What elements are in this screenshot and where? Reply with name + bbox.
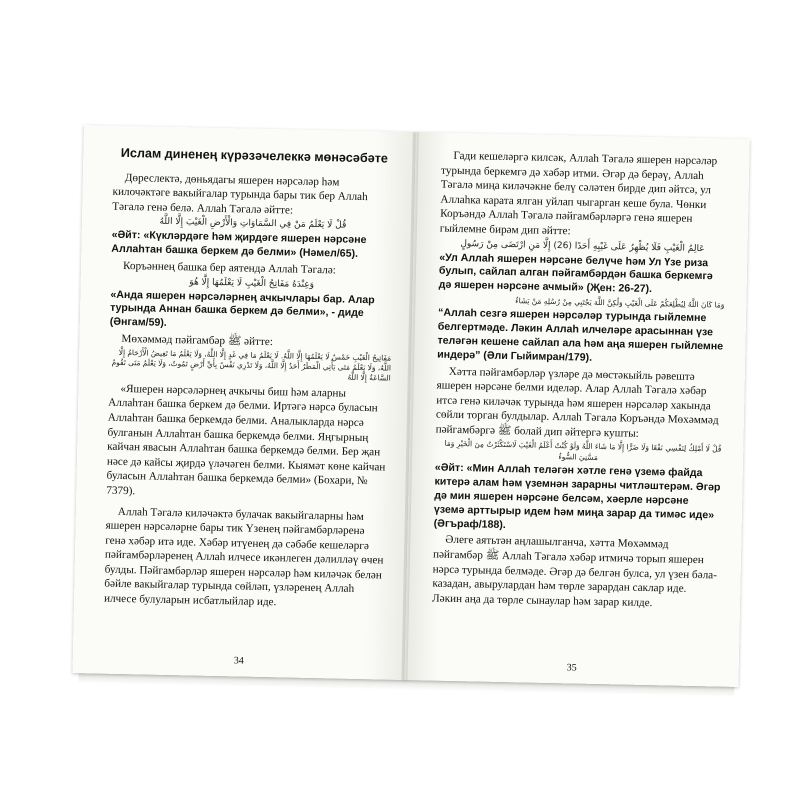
quote: “Аллаһ сезгә яшерен нәрсәләр турында гыйлемне белгертмәде. Ләкин Аллаһ илчеләре арасыннан үзе теләгән кешене сайлап ала һәм аңа яшерен гыйлемне индерә” (Әли Гыйимран/179). xyxy=(437,306,724,364)
arabic-verse: وَعِنْدَهُ مَفَاتِحُ الْغَيْبِ لَا يَعْلَمُهَا إِلَّا هُوَ xyxy=(189,276,315,290)
arabic-verse: قُلْ لَا يَعْلَمُ مَنْ فِي السَّمَاوَاتِ وَالْأَرْضِ الْغَيْبَ إِلَّا اللَّهُ xyxy=(159,217,347,231)
page-number: 34 xyxy=(233,655,244,667)
right-page-content xyxy=(432,149,728,612)
paragraph: Хәтта пәйгамбәрләр үзләре дә мөстәкыйль рәвештә яшерен нәрсәне белми иделәр. Алар Аллаһ Тәгалә хәбәр итсә генә киләчәк турында һәм яшерен нәрсәләр хакында сөйли торган булдылар. Аллаһ Тәгалә Коръәндә Мөхәммәд пәйгамбәргә ﷺ болай дип әйтергә кушты: xyxy=(435,365,719,440)
open-book xyxy=(72,125,748,701)
left-page-content xyxy=(104,142,396,612)
paragraph: Аллаһ Тәгалә киләчәктә булачак вакыйгаларны һәм яшерен нәрсәләрне бары тик Үзенең пәйгамбәрләренә генә хәбәр итә иде. Хәбәр итүенең дә сәбәбе кешеләргә пәйгамбәрләренең Аллаһ илчесе икәнлеген дәлилләү өчен булды. Пәйгамбәрләр яшерен нәрсәләр һәм киләчәк белән бәйле вакыйгалар турында сөйләп, үзләренең Аллаһ илчесе булуларын исбатлыйлар иде. xyxy=(103,505,384,609)
paragraph: Дөреслектә, дөньядагы яшерен нәрсәләр һәм килочәктәге вакыйгалар турында бары тик бер Аллаһ Тәгалә генә белә. Аллаһ Тәгалә әйтте: xyxy=(112,171,368,217)
quote: «Анда яшерен нәрсәләрнең ачкычлары бар. Алар турында Аннан башка беркем дә белми», - диде (Әнгам/59). xyxy=(109,288,375,330)
paragraph: Гади кешеләргә килсәк, Аллаһ Тәгалә яшерен нәрсәләр турында беркемгә дә хәбәр итми. Әгәр дә берәү, Аллаһ Тәгалә миңа киләчәкне белү сәләтен бирде дип әйтсә, ул Аллаһка карата ялган уйлап чыгарган кеше була. Чөнки Коръәндә Аллаһ Тәгалә пәйгамбәрләргә генә яшерен гыйлемне бирәм дип әйтте: xyxy=(439,149,718,238)
left-page xyxy=(72,125,416,680)
page-number: 35 xyxy=(566,662,577,674)
quote: «Әйт: «Күкләрдәге һәм җирдәге яшерен нәрсәне Аллаһтан башка беркем дә белми» (Нәмел/65). xyxy=(111,229,367,261)
arabic-verse: عَالِمُ الْغَيْبِ فَلَا يُظْهِرُ عَلَى غَيْبِهِ أَحَدًا (26) إِلَّا مَنِ ارْتَضَى مِنْ رَسُولٍ xyxy=(460,238,705,254)
quote: «Әйт: «Мин Аллаһ теләгән хәтле генә үземә файда китерә алам һәм үземнән зарарны читләштерәм. Әгәр дә мин яшерен нәрсәне белсәм, хәерле нәрсәне үземә арттырыр идем һәм миңа зарар да тимәс иде» (Әгъраф/188). xyxy=(433,461,721,531)
paragraph: Коръәннең башка бер аятендә Аллаһ Тәгалә: xyxy=(122,259,336,277)
arabic-verse: مَسَّنِيَ السُّوءُ xyxy=(558,452,598,462)
arabic-verse: وَمَا كَانَ اللَّهُ لِيُطْلِعَكُمْ عَلَى الْغَيْبِ وَلَٰكِنَّ اللَّهَ يَجْتَبِي مِنْ رُسُلِهِ مَنْ يَشَاءُ xyxy=(515,296,725,310)
right-page xyxy=(404,132,749,687)
arabic-verse: قُلْ لَا أَمْلِكُ لِنَفْسِي نَفْعًا وَلَا ضَرًّا إِلَّا مَا شَاءَ اللَّهُ وَلَوْ كُنْتُ أَعْلَمُ الْغَيْبَ لَاسْتَكْثَرْتُ مِنَ الْخَيْرِ وَمَا xyxy=(444,438,722,454)
paragraph: Әлеге аятьтән аңлашылганча, хәтта Мөхәммәд пәйгамбәр ﷺ Аллаһ Тәгалә хәбәр итмичә торып яшерен нәрсә турында белмәде. Әгәр дә белгән булса, ул үзен бәла-казадан, авырулардан һәм төрле зарардан саклар иде. Ләкин аңа да төрле сынаулар һәм зарар килде. xyxy=(432,534,718,609)
paragraph: Мөхәммәд пәйгамбәр ﷺ әйтте: xyxy=(121,332,274,349)
chapter-heading: Ислам диненең күрәзәчелеккә мөнәсәбәте xyxy=(120,145,389,166)
paragraph: «Яшерен нәрсәләрнең ачкычы биш һәм аларны Аллаһтан башка беркем дә белми. Иртәгә нәрсә буласын Аллаһтан башка беркемдә белми. Аналыкларда нәрсә булганын Аллаһтан башка беркемдә белми. Яңгырның кайчан явасын Аллаһтан башка беркемдә белми. Бер җан нәсе дә кайсы җирдә үләчәген белми. Кыямәт көне кайчан буласын Аллаһтан башка беркемдә белми» (Бохари, № 7379). xyxy=(106,382,386,498)
quote: «Ул Аллаһ яшерен нәрсәне белүче һәм Ул Үзе риза булып, сайлап алган пәйгамбәрдән башка беркемгә дә яшерен нәрсәне ачмый» (Җен: 26-27). xyxy=(438,251,713,296)
arabic-hadith: مَفَاتِيحُ الْغَيْبِ خَمْسٌ لَا يَعْلَمُهَا إِلَّا اللَّهُ. لَا يَعْلَمُ مَا فِي غَدٍ إِلَّا اللَّهُ، وَلَا يَعْلَمُ مَا تَغِيضُ الْأَرْحَامُ إِلَّا اللَّهُ، وَلَا يَعْلَمُ مَتَى يَأْتِي الْمَطَرُ أَحَدٌ إِلَّا اللَّهُ، وَلَا تَدْرِي نَفْسٌ بِأَيِّ أَرْضٍ تَمُوتُ، وَلَا يَعْلَمُ مَتَى تَقُومُ السَّاعَةُ إِلَّا اللَّهُ xyxy=(111,347,392,383)
